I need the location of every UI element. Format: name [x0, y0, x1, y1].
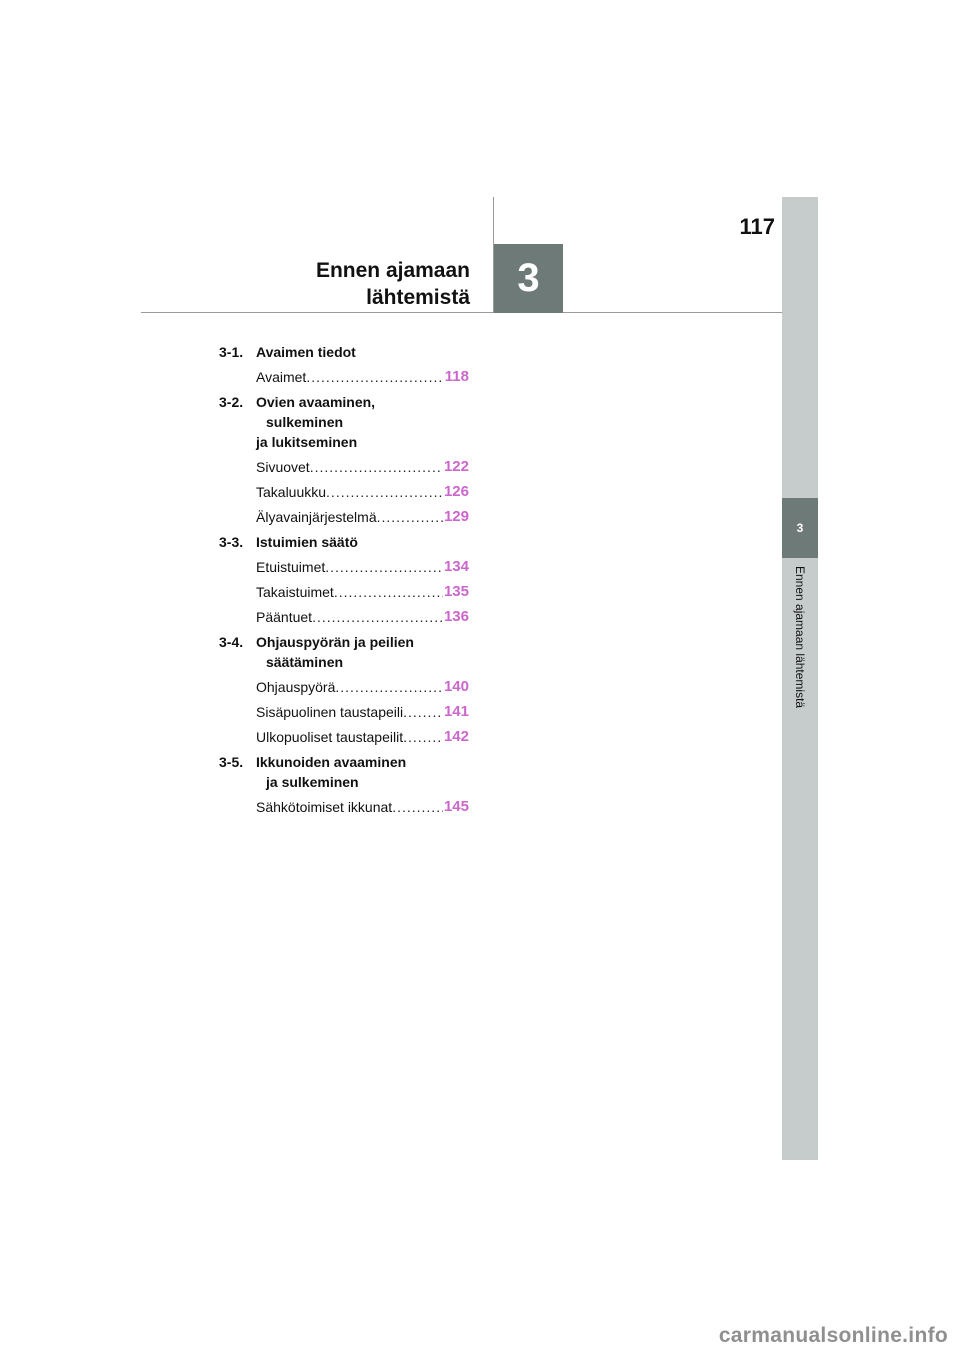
side-tab-label: Ennen ajamaan lähtemistä [793, 566, 807, 709]
toc-entry-label: Ulkopuoliset taustapeilit [256, 729, 404, 745]
toc-page-link[interactable]: 142 [443, 728, 469, 745]
toc-entry-label: Takaluukku [256, 484, 327, 500]
toc-dot-leader [392, 797, 443, 817]
toc-section-title-line: Ohjauspyörän ja peilien [256, 634, 414, 650]
toc-entry-label: Sisäpuolinen taustapeili [256, 704, 404, 720]
header-horizontal-rule [141, 312, 784, 313]
toc-section [219, 752, 469, 792]
toc-dot-leader [334, 582, 443, 602]
toc-dot-leader [403, 702, 443, 722]
toc-page-link[interactable]: 136 [443, 608, 469, 625]
toc-entry-label: Etuistuimet [256, 559, 326, 575]
toc-entry-label: Pääntuet [256, 609, 313, 625]
toc-entry-label: Ohjauspyörä [256, 679, 336, 695]
toc-page-link[interactable]: 118 [444, 368, 469, 385]
toc-entry[interactable] [219, 482, 469, 502]
toc-entry-label: Takaistuimet [256, 584, 334, 600]
toc-section-title [256, 392, 469, 452]
toc-section [219, 632, 469, 672]
side-tab-number[interactable]: 3 [782, 498, 818, 558]
toc-section-title-line: Istuimien säätö [256, 534, 358, 550]
toc-page-link[interactable]: 141 [443, 703, 469, 720]
toc-entry-label: Sivuovet [256, 459, 310, 475]
toc-entry[interactable] [219, 727, 469, 747]
toc-entry-label: Sähkötoimiset ikkunat [256, 799, 393, 815]
toc-entry[interactable] [219, 557, 469, 577]
toc-page-link[interactable]: 135 [443, 583, 469, 600]
toc-dot-leader [312, 607, 443, 627]
toc-section-title-line: säätäminen [266, 654, 344, 670]
toc-section-number: 3-1. [219, 344, 244, 360]
toc-section [219, 532, 469, 552]
toc-dot-leader [377, 507, 443, 527]
toc-section-title-line: Ovien avaaminen, [256, 394, 376, 410]
toc-dot-leader [310, 457, 443, 477]
chapter-title-line1: Ennen ajamaan [315, 259, 470, 282]
chapter-title-line2: lähtemistä [366, 286, 470, 309]
toc-page-link[interactable]: 140 [443, 678, 469, 695]
toc-section-title [256, 532, 469, 552]
toc-entry[interactable] [219, 582, 469, 602]
toc-dot-leader [335, 677, 443, 697]
toc-section-title-line: Ikkunoiden avaaminen [256, 754, 407, 770]
toc-dot-leader [325, 557, 443, 577]
toc-section-number: 3-5. [219, 754, 244, 770]
toc-page-link[interactable]: 134 [443, 558, 469, 575]
toc-section-number: 3-3. [219, 534, 244, 550]
toc-page-link[interactable]: 126 [443, 483, 469, 500]
toc-section-title-line: ja sulkeminen [266, 774, 359, 790]
toc-page-link[interactable]: 145 [443, 798, 469, 815]
toc-section-number: 3-4. [219, 634, 244, 650]
toc-entry-label: Avaimet [256, 369, 307, 385]
toc-section-title [256, 632, 469, 672]
toc-section-title-line: ja lukitseminen [256, 434, 358, 450]
toc-section-title-line: Avaimen tiedot [256, 344, 356, 360]
toc-dot-leader [326, 482, 443, 502]
chapter-number-box: 3 [494, 244, 563, 313]
table-of-contents [219, 342, 469, 822]
toc-entry[interactable] [219, 797, 469, 817]
page-number: 117 [739, 214, 775, 239]
chapter-title [316, 257, 470, 311]
toc-section [219, 392, 469, 452]
toc-entry[interactable] [219, 367, 469, 387]
toc-section-title-line: sulkeminen [266, 414, 344, 430]
toc-page-link[interactable]: 122 [443, 458, 469, 475]
toc-entry[interactable] [219, 507, 469, 527]
toc-dot-leader [306, 367, 443, 387]
toc-entry[interactable] [219, 457, 469, 477]
toc-page-link[interactable]: 129 [443, 508, 469, 525]
toc-entry[interactable] [219, 677, 469, 697]
toc-section-title [256, 342, 469, 362]
toc-dot-leader [403, 727, 443, 747]
toc-section-number: 3-2. [219, 394, 244, 410]
watermark: carmanualsonline.info [718, 1324, 948, 1347]
toc-section-title [256, 752, 469, 792]
toc-entry[interactable] [219, 607, 469, 627]
toc-section [219, 342, 469, 362]
toc-entry-label: Älyavainjärjestelmä [256, 509, 377, 525]
toc-entry[interactable] [219, 702, 469, 722]
